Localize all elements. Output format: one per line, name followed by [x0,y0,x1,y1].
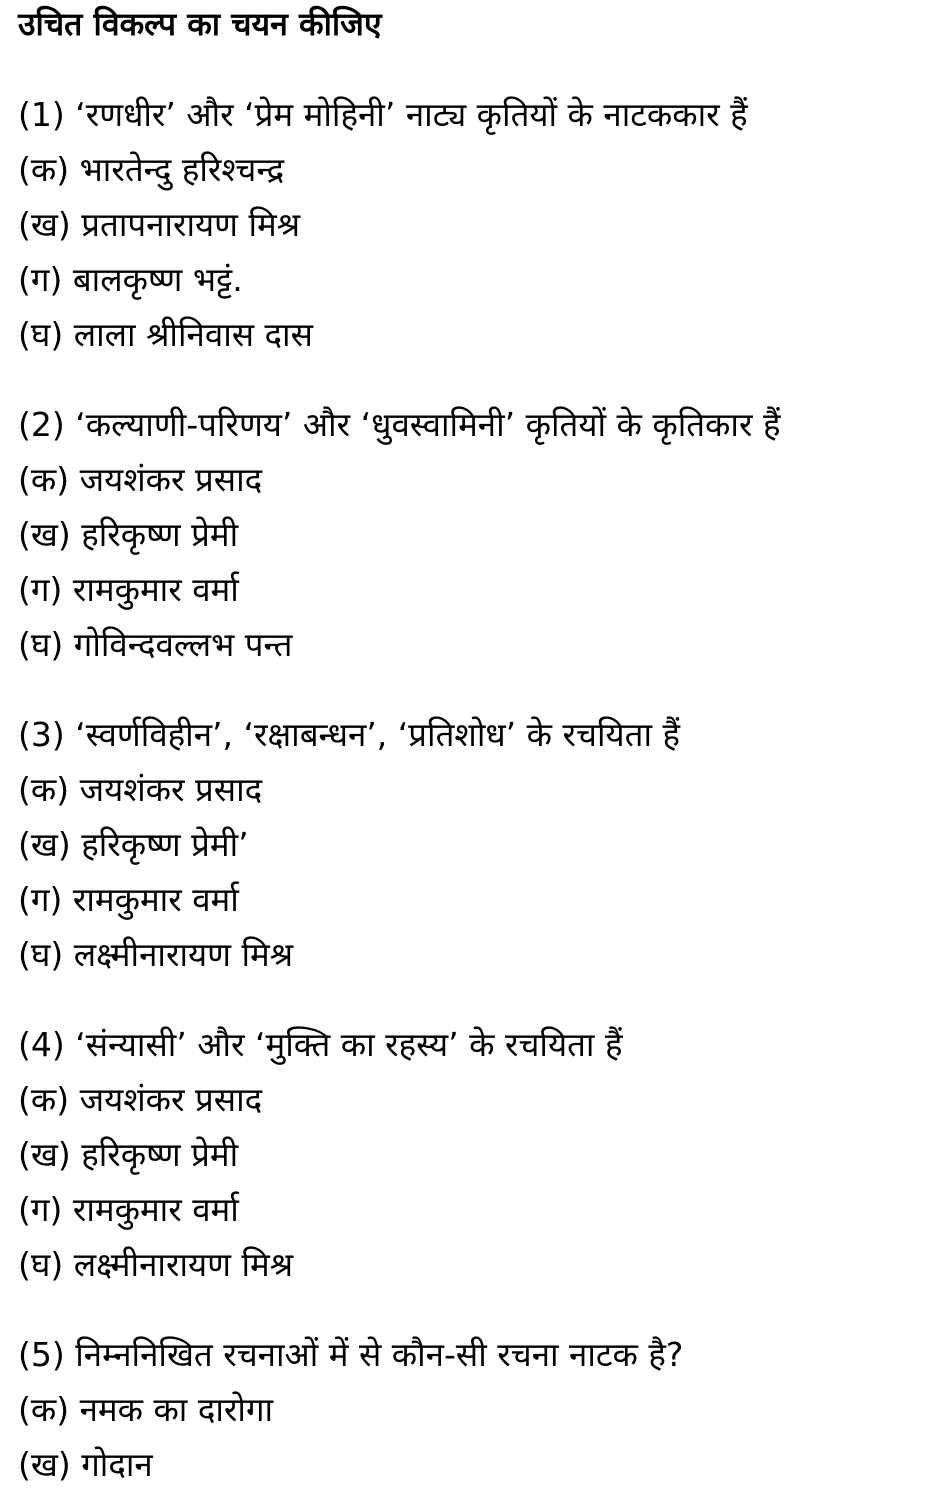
option-kha: (ख) हरिकृष्ण प्रेमी [18,515,239,554]
option-kha: (ख) हरिकृष्ण प्रेमी [18,1135,239,1174]
option-ga: (ग) बालकृष्ण भट्टं. [18,260,243,299]
option-ga: (ग) रामकुमार वर्मा [18,570,239,609]
option-kha: (ख) प्रतापनारायण मिश्र [18,205,301,244]
question-text: (1) ‘रणधीर’ और ‘प्रेम मोहिनी’ नाट्य कृतियों के नाटककार हैं [18,95,748,134]
option-ka: (क) जयशंकर प्रसाद [18,770,263,809]
option-gha: (घ) गोविन्दवल्लभ पन्त [18,625,293,664]
question-5 [18,1327,946,1492]
question-text: (2) ‘कल्याणी-परिणय’ और ‘धुवस्वामिनी’ कृतियों के कृतिकार हैं [18,405,781,444]
question-4 [18,1017,946,1292]
question-1 [18,87,946,362]
question-3 [18,707,946,982]
option-ka: (क) भारतेन्दु हरिश्चन्द्र [18,150,285,189]
option-kha: (ख) गोदान [18,1445,153,1484]
option-ka: (क) नमक का दारोगा [18,1390,274,1429]
option-ga: (ग) रामकुमार वर्मा [18,880,239,919]
question-text: (4) ‘संन्यासी’ और ‘मुक्ति का रहस्य’ के रचयिता हैं [18,1025,623,1064]
option-ga: (ग) रामकुमार वर्मा [18,1190,239,1229]
option-gha: (घ) लाला श्रीनिवास दास [18,315,313,354]
option-gha: (घ) लक्ष्मीनारायण मिश्र [18,935,294,974]
question-text: (3) ‘स्वर्णविहीन’, ‘रक्षाबन्धन’, ‘प्रतिशोध’ के रचयिता हैं [18,715,681,754]
option-ka: (क) जयशंकर प्रसाद [18,1080,263,1119]
option-kha: (ख) हरिकृष्ण प्रेमी’ [18,825,249,864]
option-gha: (घ) लक्ष्मीनारायण मिश्र [18,1245,294,1284]
option-ka: (क) जयशंकर प्रसाद [18,460,263,499]
question-text: (5) निम्ननिखित रचनाओं में से कौन-सी रचना नाटक है? [18,1335,684,1374]
question-2 [18,397,946,672]
page-title: उचित विकल्प का चयन कीजिए [18,5,382,43]
